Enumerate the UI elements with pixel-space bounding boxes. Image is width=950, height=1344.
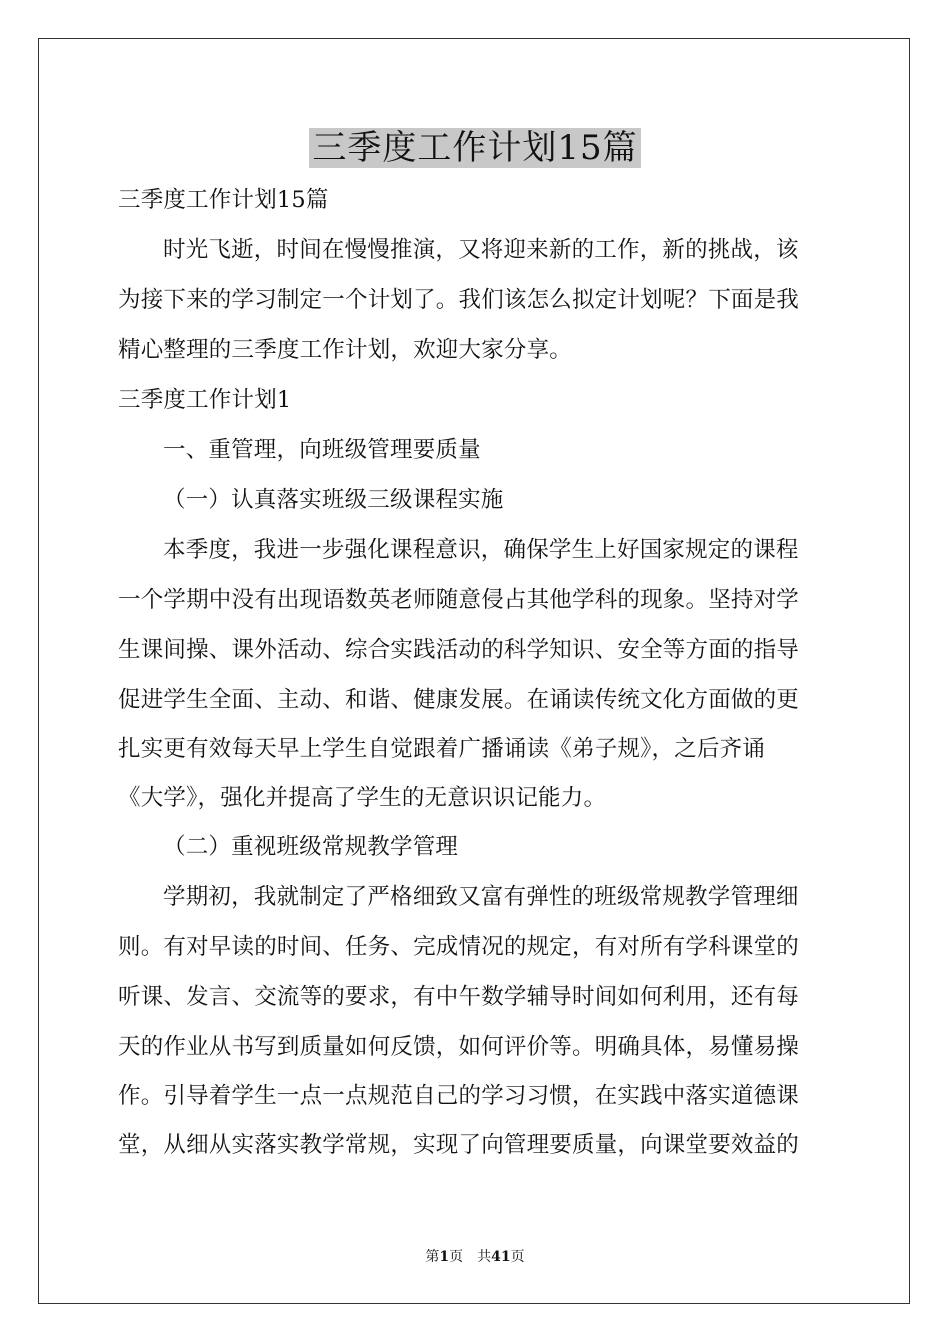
paragraph-line: 精心整理的三季度工作计划，欢迎大家分享。 — [118, 337, 573, 363]
section-heading: 三季度工作计划1 — [118, 387, 292, 413]
paragraph-line: 本季度，我进一步强化课程意识，确保学生上好国家规定的课程 — [163, 537, 799, 563]
paragraph-line: 学期初，我就制定了严格细致又富有弹性的班级常规教学管理细 — [163, 884, 799, 910]
footer-suffix: 页 — [510, 1249, 525, 1265]
subsection-heading: 一、重管理，向班级管理要质量 — [163, 437, 481, 463]
subsection-heading: （二）重视班级常规教学管理 — [163, 834, 459, 860]
paragraph-line: 一个学期中没有出现语数英老师随意侵占其他学科的现象。坚持对学 — [118, 587, 800, 613]
footer-page-total: 41 — [491, 1249, 511, 1265]
footer-mid: 页 共 — [449, 1249, 492, 1265]
paragraph-line: 听课、发言、交流等的要求，有中午数学辅导时间如何利用，还有每 — [118, 984, 800, 1010]
document-title — [0, 126, 950, 170]
paragraph-line: 天的作业从书写到质量如何反馈，如何评价等。明确具体，易懂易操 — [118, 1034, 800, 1060]
page-border — [38, 38, 910, 1304]
footer-page-current: 1 — [439, 1249, 450, 1265]
document-title-text: 三季度工作计划15篇 — [309, 128, 640, 168]
paragraph-line: 生课间操、课外活动、综合实践活动的科学知识、安全等方面的指导 — [118, 637, 800, 663]
subtitle-line: 三季度工作计划15篇 — [118, 187, 329, 213]
paragraph-line: 《大学》，强化并提高了学生的无意识识记能力。 — [118, 785, 607, 811]
page-footer — [0, 1248, 950, 1266]
subsection-heading: （一）认真落实班级三级课程实施 — [163, 487, 504, 513]
paragraph-line: 扎实更有效每天早上学生自觉跟着广播诵读《弟子规》，之后齐诵 — [118, 736, 766, 762]
paragraph-line: 堂，从细从实落实教学常规，实现了向管理要质量，向课堂要效益的 — [118, 1132, 800, 1158]
paragraph-line: 时光飞逝，时间在慢慢推演，又将迎来新的工作，新的挑战，该 — [163, 237, 799, 263]
paragraph-line: 为接下来的学习制定一个计划了。我们该怎么拟定计划呢？下面是我 — [118, 287, 800, 313]
paragraph-line: 作。引导着学生一点一点规范自己的学习习惯，在实践中落实道德课 — [118, 1083, 800, 1109]
footer-prefix: 第 — [425, 1249, 440, 1265]
paragraph-line: 促进学生全面、主动、和谐、健康发展。在诵读传统文化方面做的更 — [118, 687, 800, 713]
paragraph-line: 则。有对早读的时间、任务、完成情况的规定，有对所有学科课堂的 — [118, 934, 800, 960]
